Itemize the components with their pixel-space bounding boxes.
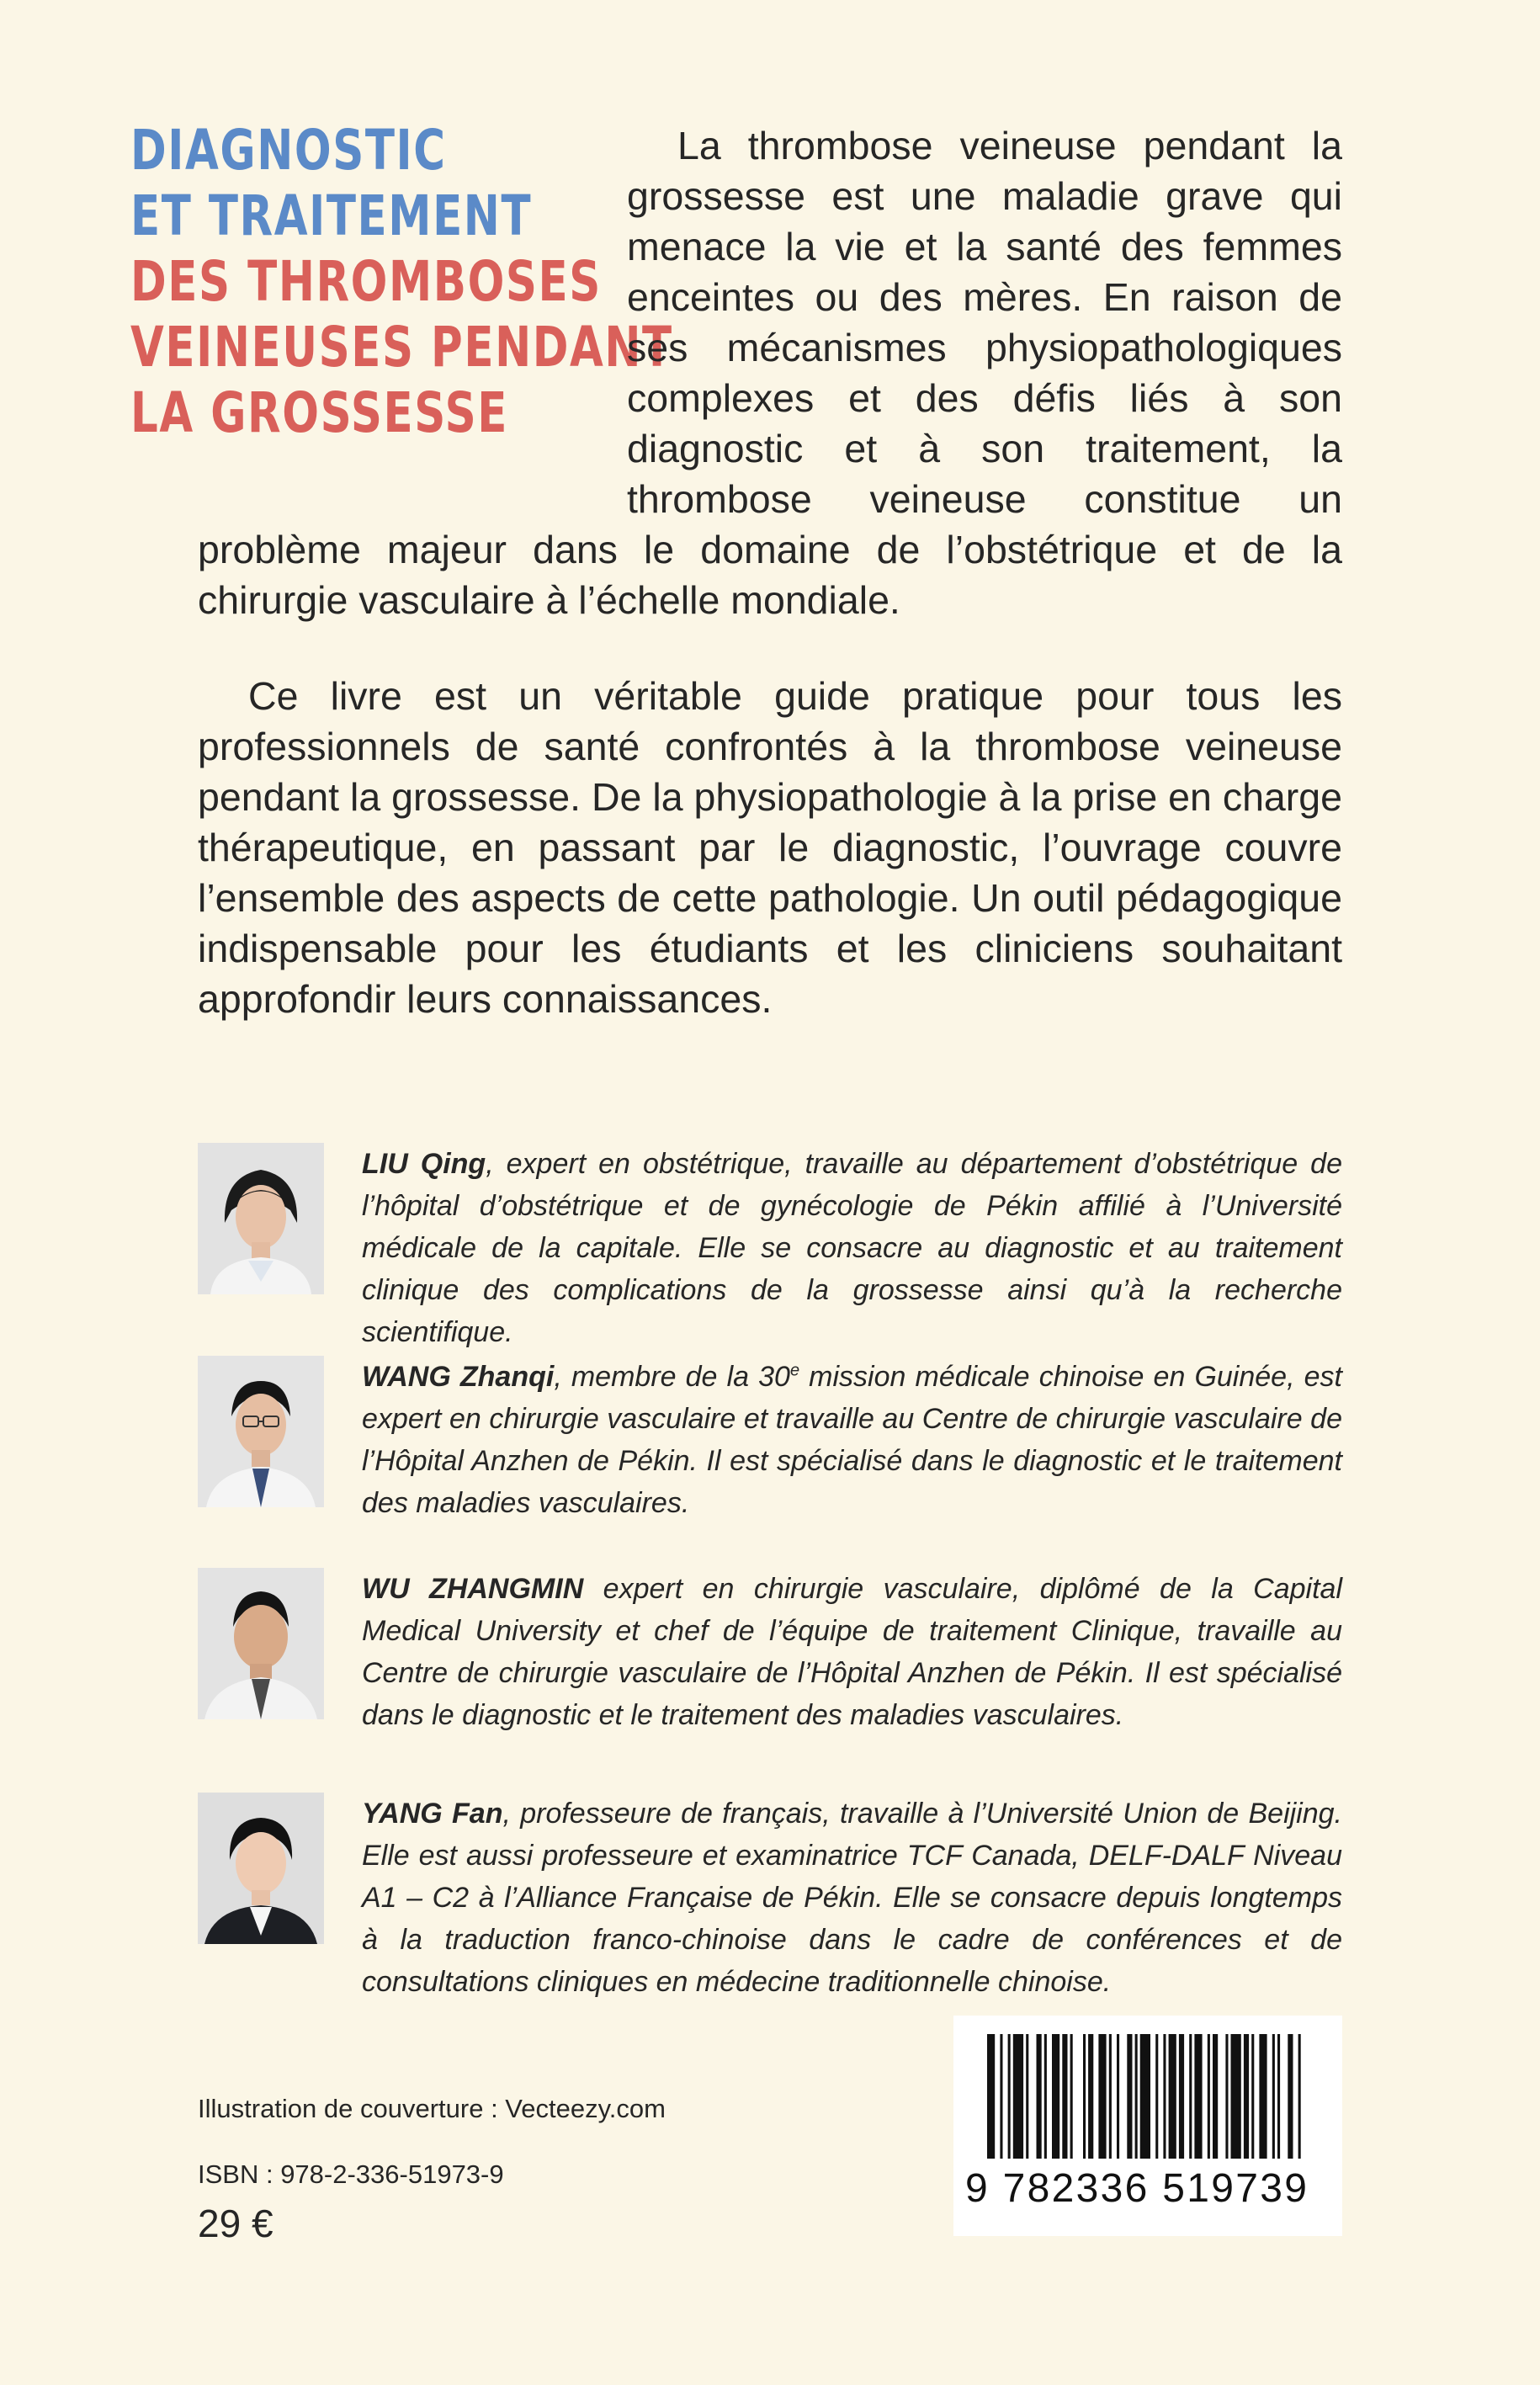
barcode-bar (1052, 2034, 1059, 2159)
barcode-bar (1013, 2034, 1023, 2159)
barcode-bar (1008, 2034, 1011, 2159)
title-line: ET TRAITEMENT (130, 183, 533, 248)
cover-illustration-credit: Illustration de couverture : Vecteezy.com (198, 2094, 666, 2123)
barcode-bar (1298, 2034, 1301, 2159)
barcode-bar (1026, 2034, 1028, 2159)
barcode-bar (1083, 2034, 1086, 2159)
author-name: WANG Zhanqi (362, 1361, 555, 1393)
summary-text-2: Ce livre est un véritable guide pratique pour tous les professionnels de santé confrontés à la thrombose veineuse pendant la grossesse. De la physiopathologie à la prise en charge thérapeutique, en passant par le diagnostic, l’ouvrage couvre l’ensemble des aspects de cette pathologie. Un outil pédagogique indispensable pour les étudiants et les cliniciens souhaitant approfondir leurs connaissances. (198, 674, 1342, 1021)
isbn: ISBN : 978-2-336-51973-9 (198, 2159, 504, 2189)
author-bio: WANG Zhanqi, membre de la 30e mission médicale chinoise en Guinée, est expert en chirurgie vasculaire et travaille au Centre de chirurgie vasculaire de l’Hôpital Anzhen de Pékin. Il est spécialisé dans le diagnostic et le traitement des maladies vasculaires. (362, 1361, 1342, 1519)
barcode-number: 9 782336 519739 (965, 2166, 1309, 2211)
barcode-bar (1251, 2034, 1254, 2159)
title-line: VEINEUSES PENDANT (130, 315, 673, 380)
barcode-bar (1277, 2034, 1280, 2159)
barcode-bar (1189, 2034, 1192, 2159)
author-bio: LIU Qing, expert en obstétrique, travaille au département d’obstétrique de l’hôpital d’obstétrique et de gynécologie de Pékin affilié à l’Université médicale de la capitale. Elle se consacre au diagnostic et au traitement clinique des complications de la grossesse ainsi qu’à la recherche scientifique. (362, 1148, 1342, 1348)
title-line: DIAGNOSTIC (130, 118, 447, 183)
barcode-bar (1288, 2034, 1293, 2159)
barcode-bar (1231, 2034, 1241, 2159)
barcode-bar (1169, 2034, 1176, 2159)
barcode-bar (1140, 2034, 1150, 2159)
barcode-bars (953, 2016, 1342, 2167)
barcode-bar (1213, 2034, 1218, 2159)
author-photo (198, 1793, 324, 1944)
barcode-bar (1163, 2034, 1166, 2159)
author-name: LIU Qing (362, 1148, 486, 1180)
barcode-bar (1244, 2034, 1249, 2159)
barcode-bar (1117, 2034, 1119, 2159)
barcode-bar (1127, 2034, 1132, 2159)
author-photo (198, 1356, 324, 1507)
barcode-bar (1037, 2034, 1042, 2159)
author-bio: YANG Fan, professeure de français, travaille à l’Université Union de Beijing. Elle est aussi professeure et examinatrice TCF Canada, DELF-DALF Niveau A1 – C2 à l’Alliance Française de Pékin. Elle se consacre depuis longtemps à la traduction franco-chinoise dans le cadre de conférences et de consultations cliniques en médecine traditionnelle chinoise. (362, 1798, 1342, 1998)
barcode-bar (1088, 2034, 1093, 2159)
title-line: LA GROSSESSE (130, 380, 508, 445)
summary-paragraph-1 (198, 120, 1342, 625)
barcode-bar (1044, 2034, 1047, 2159)
author-bio: WU ZHANGMIN expert en chirurgie vasculaire, diplômé de la Capital Medical University et chef de l’équipe de traitement Clinique, travaille au Centre de chirurgie vasculaire de l’Hôpital Anzhen de Pékin. Il est spécialisé dans le diagnostic et le traitement des maladies vasculaires. (362, 1573, 1342, 1731)
barcode-bar (1194, 2034, 1202, 2159)
barcode-bar (1070, 2034, 1073, 2159)
barcode-bar (1225, 2034, 1228, 2159)
barcode-bar (1179, 2034, 1184, 2159)
barcode-bar (1062, 2034, 1067, 2159)
barcode-bar (1000, 2034, 1002, 2159)
barcode-bar (1272, 2034, 1275, 2159)
barcode-bar (1109, 2034, 1112, 2159)
author-name: YANG Fan (362, 1798, 503, 1830)
barcode-bar (1208, 2034, 1210, 2159)
summary-paragraph-2 (198, 671, 1342, 1024)
barcode-bar (1098, 2034, 1106, 2159)
barcode-bar (1155, 2034, 1158, 2159)
barcode (953, 2016, 1342, 2236)
author-name: WU ZHANGMIN (362, 1573, 584, 1605)
summary-text-1: La thrombose veineuse pendant la grossesse est une maladie grave qui menace la vie et la santé des femmes enceintes ou des mères. En raison de ses mécanismes physiopathologiques complexes et des défis liés à son diagnostic et à son traitement, la thrombose veineuse constitue un problème majeur dans le domaine de l’obstétrique et de la chirurgie vasculaire à l’échelle mondiale. (198, 124, 1342, 622)
author-photo (198, 1568, 324, 1719)
barcode-bar (1259, 2034, 1267, 2159)
price: 29 € (198, 2202, 273, 2245)
barcode-bar (1135, 2034, 1138, 2159)
title-line: DES THROMBOSES (130, 249, 602, 314)
barcode-bar (987, 2034, 995, 2159)
author-photo (198, 1143, 324, 1294)
